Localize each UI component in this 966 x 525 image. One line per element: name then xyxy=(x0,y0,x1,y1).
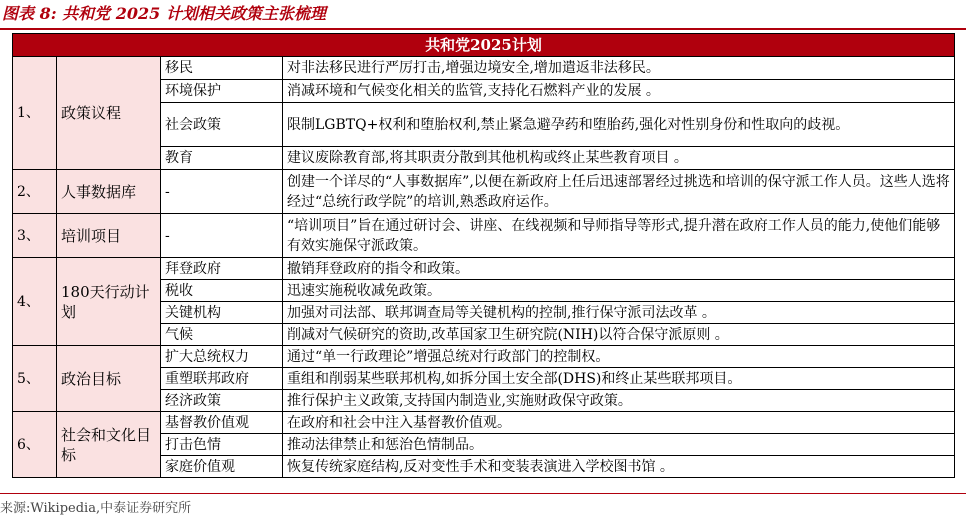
group-number: 1、 xyxy=(13,57,57,170)
group-number: 5、 xyxy=(13,346,57,412)
row-subcategory: 扩大总统权力 xyxy=(161,346,283,368)
source-note: 来源:Wikipedia,中泰证券研究所 xyxy=(0,501,192,516)
group-number: 6、 xyxy=(13,412,57,478)
table-row xyxy=(13,170,955,214)
row-description: 恢复传统家庭结构,反对变性手术和变装表演进入学校图书馆 。 xyxy=(283,456,955,478)
row-description: 限制LGBTQ+权利和堕胎权利,禁止紧急避孕药和堕胎药,强化对性别身份和性取向的歧视。 xyxy=(283,103,955,147)
row-description: 通过“单一行政理论”增强总统对行政部门的控制权。 xyxy=(283,346,955,368)
row-subcategory: 打击色情 xyxy=(161,434,283,456)
row-subcategory: - xyxy=(161,170,283,214)
table-header: 共和党2025计划 xyxy=(13,34,955,57)
table-row xyxy=(13,57,955,80)
row-subcategory: 税收 xyxy=(161,280,283,302)
table-row xyxy=(13,346,955,368)
row-description: 迅速实施税收减免政策。 xyxy=(283,280,955,302)
row-description: 创建一个详尽的“人事数据库”,以便在新政府上任后迅速部署经过挑选和培训的保守派工作人员。这些人选将经过“总统行政学院”的培训,熟悉政府运作。 xyxy=(283,170,955,214)
title-rule xyxy=(0,28,966,30)
row-subcategory: 经济政策 xyxy=(161,390,283,412)
group-category: 人事数据库 xyxy=(57,170,161,214)
row-subcategory: 教育 xyxy=(161,147,283,170)
group-category: 政策议程 xyxy=(57,57,161,170)
row-description: 建议废除教育部,将其职责分散到其他机构或终止某些教育项目 。 xyxy=(283,147,955,170)
row-subcategory: 环境保护 xyxy=(161,80,283,103)
row-description: 消减环境和气候变化相关的监管,支持化石燃料产业的发展 。 xyxy=(283,80,955,103)
group-number: 3、 xyxy=(13,214,57,258)
row-subcategory: 基督教价值观 xyxy=(161,412,283,434)
table-header-row xyxy=(13,34,955,57)
policy-table xyxy=(12,33,955,478)
row-description: 在政府和社会中注入基督教价值观。 xyxy=(283,412,955,434)
row-subcategory: 拜登政府 xyxy=(161,258,283,280)
row-subcategory: - xyxy=(161,214,283,258)
row-subcategory: 重塑联邦政府 xyxy=(161,368,283,390)
row-description: 推行保护主义政策,支持国内制造业,实施财政保守政策。 xyxy=(283,390,955,412)
row-subcategory: 移民 xyxy=(161,57,283,80)
row-description: 撤销拜登政府的指令和政策。 xyxy=(283,258,955,280)
row-description: “培训项目”旨在通过研讨会、讲座、在线视频和导师指导等形式,提升潜在政府工作人员的能力,使他们能够有效实施保守派政策。 xyxy=(283,214,955,258)
group-number: 2、 xyxy=(13,170,57,214)
group-category: 180天行动计划 xyxy=(57,258,161,346)
group-category: 政治目标 xyxy=(57,346,161,412)
table-row xyxy=(13,412,955,434)
group-category: 培训项目 xyxy=(57,214,161,258)
row-subcategory: 气候 xyxy=(161,324,283,346)
group-number: 4、 xyxy=(13,258,57,346)
row-description: 推动法律禁止和惩治色情制品。 xyxy=(283,434,955,456)
group-category: 社会和文化目标 xyxy=(57,412,161,478)
row-subcategory: 社会政策 xyxy=(161,103,283,147)
table-row xyxy=(13,258,955,280)
row-description: 对非法移民进行严厉打击,增强边境安全,增加遣返非法移民。 xyxy=(283,57,955,80)
row-description: 重组和削弱某些联邦机构,如拆分国土安全部(DHS)和终止某些联邦项目。 xyxy=(283,368,955,390)
row-subcategory: 家庭价值观 xyxy=(161,456,283,478)
row-subcategory: 关键机构 xyxy=(161,302,283,324)
row-description: 削减对气候研究的资助,改革国家卫生研究院(NIH)以符合保守派原则 。 xyxy=(283,324,955,346)
footer-rule xyxy=(0,493,966,494)
figure-title: 图表 8: 共和党 2025 计划相关政策主张梳理 xyxy=(2,4,326,23)
row-description: 加强对司法部、联邦调查局等关键机构的控制,推行保守派司法改革 。 xyxy=(283,302,955,324)
table-row xyxy=(13,214,955,258)
